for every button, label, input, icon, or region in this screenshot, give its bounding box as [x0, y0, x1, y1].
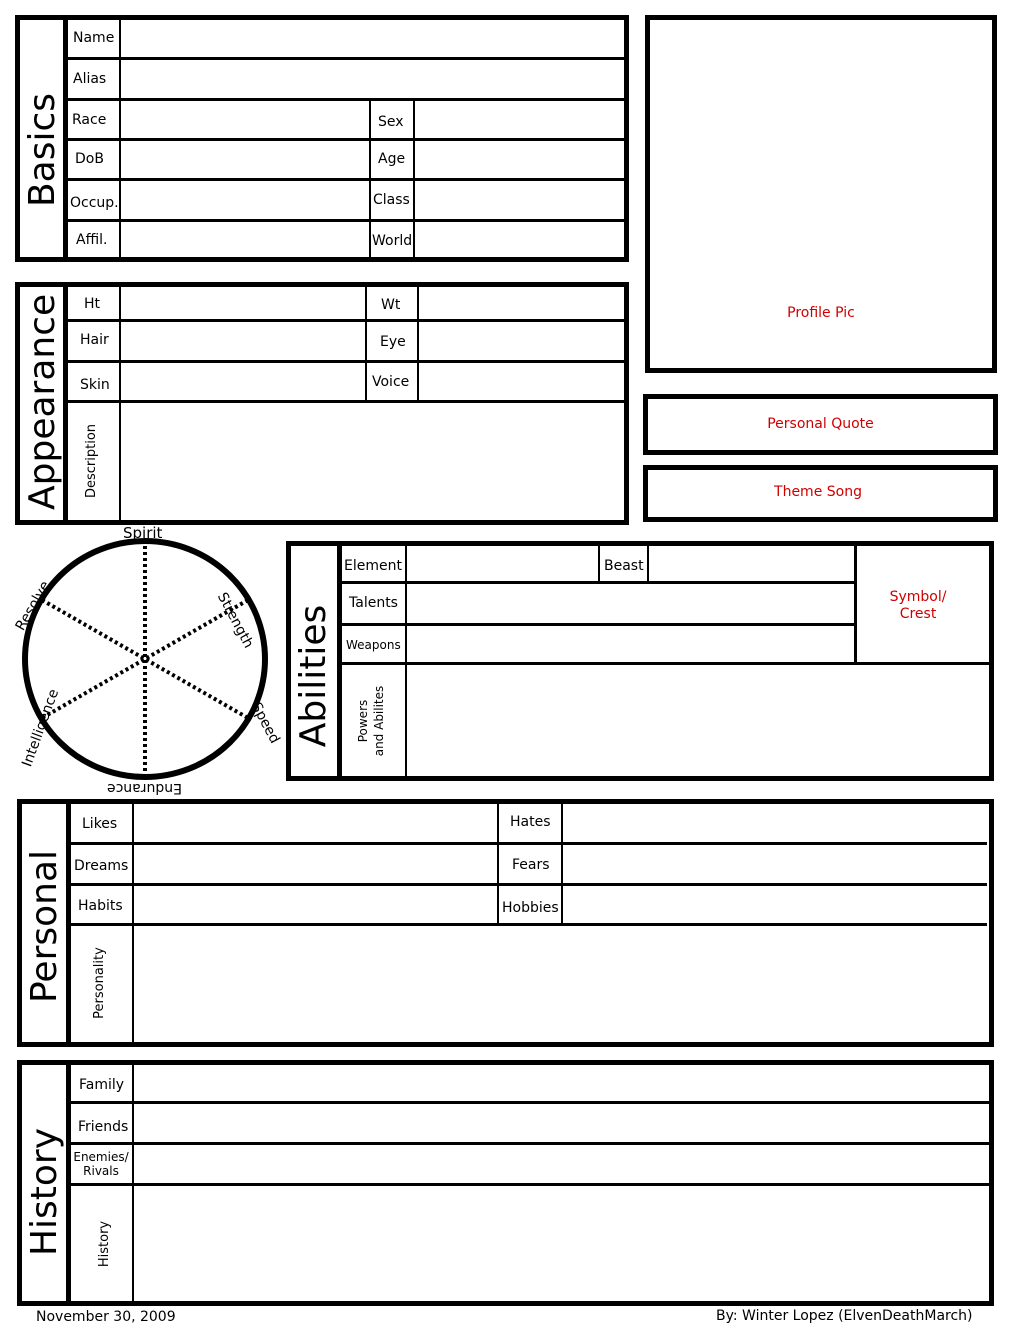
symbol-crest-field[interactable] — [858, 546, 988, 661]
height-label: Ht — [84, 296, 101, 312]
race-label: Race — [72, 112, 107, 128]
friends-field[interactable] — [135, 1106, 987, 1141]
divider — [369, 100, 371, 258]
dreams-field[interactable] — [135, 846, 496, 882]
footer-date: November 30, 2009 — [36, 1309, 176, 1325]
personality-label: Personality — [92, 947, 107, 1019]
name-field[interactable] — [122, 20, 622, 56]
history-title: History — [24, 1127, 65, 1257]
world-field[interactable] — [416, 223, 622, 257]
talents-field[interactable] — [408, 585, 853, 622]
habits-field[interactable] — [135, 887, 496, 922]
affiliation-field[interactable] — [122, 223, 368, 257]
friends-label: Friends — [78, 1119, 129, 1135]
divider — [561, 804, 563, 925]
habits-label: Habits — [78, 898, 123, 914]
divider — [66, 319, 626, 322]
enemies-rivals-label — [70, 1150, 132, 1178]
fears-field[interactable] — [564, 846, 986, 882]
eye-field[interactable] — [420, 323, 622, 359]
enemies-label-line2: Rivals — [83, 1164, 119, 1178]
stat-endurance-label: Endurance — [107, 780, 182, 796]
dob-label: DoB — [75, 151, 104, 167]
divider — [66, 178, 626, 181]
beast-label: Beast — [604, 558, 644, 574]
occupation-field[interactable] — [122, 182, 368, 218]
stat-resolve-label: Resolve — [12, 578, 54, 634]
sex-field[interactable] — [416, 102, 622, 137]
abilities-title-divider — [337, 541, 342, 781]
stat-speed-label: Speed — [247, 700, 283, 747]
voice-field[interactable] — [420, 364, 622, 399]
likes-field[interactable] — [135, 805, 496, 841]
family-field[interactable] — [135, 1066, 987, 1100]
divider — [340, 662, 991, 665]
profile-pic-label: Profile Pic — [787, 305, 855, 321]
divider — [598, 545, 600, 582]
divider — [119, 18, 121, 258]
powers-label — [355, 671, 389, 771]
wheel-spokes — [42, 540, 248, 778]
spoke-resolve-speed — [42, 600, 248, 718]
personal-quote-label: Personal Quote — [767, 416, 874, 432]
theme-song-label: Theme Song — [774, 484, 862, 500]
family-label: Family — [79, 1077, 125, 1093]
symbol-label-line1: Symbol/ — [889, 589, 947, 605]
dob-field[interactable] — [122, 142, 368, 177]
hates-label: Hates — [510, 814, 551, 830]
divider — [854, 545, 857, 664]
divider — [497, 804, 499, 925]
occupation-label: Occup. — [70, 195, 119, 211]
talents-label: Talents — [349, 595, 398, 611]
weight-field[interactable] — [420, 290, 622, 318]
skin-label: Skin — [80, 377, 110, 393]
history-label: History — [97, 1220, 112, 1268]
divider — [66, 57, 626, 60]
skin-field[interactable] — [122, 364, 364, 399]
divider — [365, 285, 367, 402]
divider — [132, 804, 134, 1042]
divider — [66, 98, 626, 101]
divider — [69, 923, 987, 926]
powers-label-line1: Powers — [356, 699, 370, 743]
description-label: Description — [84, 423, 99, 499]
divider — [417, 285, 419, 402]
world-label: World — [372, 233, 413, 249]
divider — [66, 360, 626, 363]
beast-field[interactable] — [650, 546, 853, 580]
age-field[interactable] — [416, 142, 622, 177]
divider — [69, 1101, 991, 1104]
voice-label: Voice — [372, 374, 410, 390]
enemies-rivals-field[interactable] — [135, 1147, 987, 1182]
divider — [66, 400, 626, 403]
divider — [405, 545, 407, 777]
sex-label: Sex — [378, 114, 404, 130]
divider — [119, 285, 121, 521]
alias-field[interactable] — [122, 61, 622, 97]
alias-label: Alias — [73, 71, 107, 87]
history-field[interactable] — [135, 1188, 987, 1301]
powers-field[interactable] — [408, 666, 988, 776]
hair-field[interactable] — [122, 323, 364, 359]
description-field[interactable] — [122, 404, 622, 518]
name-label: Name — [73, 30, 115, 46]
race-field[interactable] — [122, 102, 368, 137]
abilities-title: Abilities — [293, 604, 334, 748]
fears-label: Fears — [512, 857, 550, 873]
personality-field[interactable] — [135, 927, 987, 1041]
divider — [66, 219, 626, 222]
enemies-label-line1: Enemies/ — [73, 1150, 129, 1164]
stats-wheel[interactable] — [0, 520, 290, 805]
age-label: Age — [378, 151, 406, 167]
element-label: Element — [344, 558, 402, 574]
element-field[interactable] — [408, 546, 597, 580]
weight-label: Wt — [381, 297, 401, 313]
divider — [340, 623, 856, 626]
basics-title: Basics — [22, 92, 63, 208]
hobbies-field[interactable] — [564, 887, 986, 922]
weapons-field[interactable] — [408, 627, 853, 661]
weapons-label: Weapons — [346, 638, 401, 652]
divider — [413, 100, 415, 258]
class-label: Class — [373, 192, 410, 208]
stat-spirit-label: Spirit — [123, 524, 163, 542]
stat-intelligence-label: Intelligence — [19, 686, 63, 770]
divider — [69, 1183, 991, 1186]
divider — [69, 842, 987, 845]
spoke-strength-intelligence — [42, 600, 248, 718]
footer-author: By: Winter Lopez (ElvenDeathMarch) — [716, 1308, 973, 1324]
likes-label: Likes — [82, 816, 118, 832]
powers-label-line2: and Abilites — [372, 685, 386, 757]
dreams-label: Dreams — [74, 858, 129, 874]
divider — [69, 1142, 991, 1145]
hair-label: Hair — [80, 332, 109, 348]
appearance-title: Appearance — [22, 293, 63, 510]
personal-title: Personal — [24, 849, 65, 1003]
divider — [132, 1065, 134, 1302]
eye-label: Eye — [380, 334, 406, 350]
stat-strength-label: Strength — [213, 590, 257, 651]
divider — [66, 138, 626, 141]
symbol-label-line2: Crest — [899, 606, 937, 622]
hobbies-label: Hobbies — [502, 900, 559, 916]
divider — [647, 545, 649, 582]
divider — [69, 883, 987, 886]
hates-field[interactable] — [564, 805, 986, 841]
affiliation-label: Affil. — [76, 232, 108, 248]
height-field[interactable] — [122, 290, 364, 318]
class-field[interactable] — [416, 182, 622, 218]
